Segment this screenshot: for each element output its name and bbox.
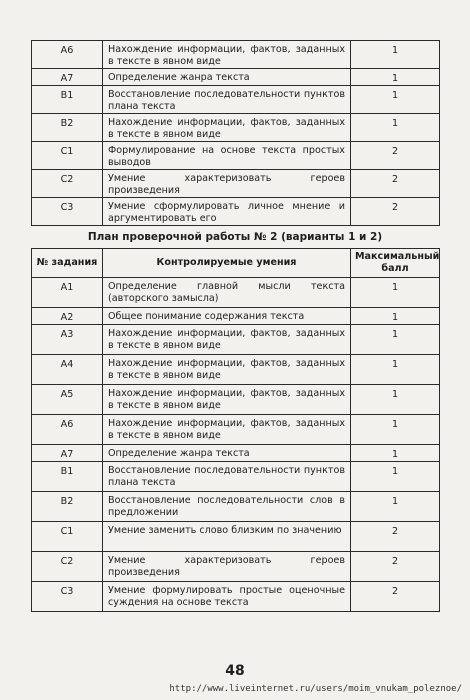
table-row (32, 86, 440, 114)
task-code: А6 (32, 415, 103, 445)
source-url: http://www.liveinternet.ru/users/moim_vnukam_poleznoe/ (169, 684, 462, 694)
max-score: 2 (351, 142, 440, 170)
skill-text: Умение сформулировать личное мнение и аргументировать его (103, 198, 351, 226)
max-score: 1 (351, 415, 440, 445)
skill-text: Умение характеризовать героев произведения (103, 170, 351, 198)
table-row (32, 492, 440, 522)
skill-text: Нахождение информации, фактов, заданных в тексте в явном виде (103, 41, 351, 69)
skill-text: Нахождение информации, фактов, заданных в тексте в явном виде (103, 415, 351, 445)
skill-text: Умение формулировать простые оценочные суждения на основе текста (103, 582, 351, 612)
table-row (32, 198, 440, 226)
max-score: 2 (351, 198, 440, 226)
header-task-number: № задания (32, 249, 103, 278)
plan-title: План проверочной работы № 2 (варианты 1 и 2) (87, 231, 383, 243)
table-row (32, 385, 440, 415)
skill-text: Определение жанра текста (103, 445, 351, 462)
task-code: С3 (32, 198, 103, 226)
max-score: 1 (351, 445, 440, 462)
table-row (32, 462, 440, 492)
max-score: 1 (351, 462, 440, 492)
task-code: В2 (32, 114, 103, 142)
max-score: 1 (351, 325, 440, 355)
table-row (32, 552, 440, 582)
max-score: 1 (351, 86, 440, 114)
task-code: А1 (32, 278, 103, 308)
skill-text: Восстановление последовательности слов в предложении (103, 492, 351, 522)
task-code: В1 (32, 86, 103, 114)
max-score: 1 (351, 41, 440, 69)
max-score: 2 (351, 552, 440, 582)
table-row (32, 415, 440, 445)
skill-text: Нахождение информации, фактов, заданных в тексте в явном виде (103, 385, 351, 415)
table-row (32, 170, 440, 198)
max-score: 1 (351, 355, 440, 385)
max-score: 1 (351, 385, 440, 415)
skill-text: Нахождение информации, фактов, заданных в тексте в явном виде (103, 355, 351, 385)
task-code: А5 (32, 385, 103, 415)
skill-text: Определение главной мысли текста (авторского замысла) (103, 278, 351, 308)
skill-text: Нахождение информации, фактов, заданных в тексте в явном виде (103, 325, 351, 355)
max-score: 1 (351, 308, 440, 325)
skill-text: Определение жанра текста (103, 69, 351, 86)
max-score: 1 (351, 114, 440, 142)
table-row (32, 69, 440, 86)
skills-table-previous (31, 40, 440, 226)
table-row (32, 278, 440, 308)
skill-text: Восстановление последовательности пунктов плана текста (103, 462, 351, 492)
skill-text: Формулирование на основе текста простых выводов (103, 142, 351, 170)
max-score: 1 (351, 69, 440, 86)
task-code: С1 (32, 522, 103, 552)
page-number: 48 (225, 663, 245, 679)
task-code: А3 (32, 325, 103, 355)
max-score: 1 (351, 278, 440, 308)
task-code: А6 (32, 41, 103, 69)
task-code: А4 (32, 355, 103, 385)
table-row (32, 445, 440, 462)
header-skills: Контролируемые умения (103, 249, 351, 278)
task-code: С2 (32, 552, 103, 582)
table-row (32, 582, 440, 612)
skills-table-work-2 (31, 248, 440, 612)
header-max-score: Максимальный балл (351, 249, 440, 278)
table-row (32, 142, 440, 170)
task-code: А2 (32, 308, 103, 325)
skill-text: Восстановление последовательности пунктов плана текста (103, 86, 351, 114)
skill-text: Нахождение информации, фактов, заданных в тексте в явном виде (103, 114, 351, 142)
task-code: С3 (32, 582, 103, 612)
max-score: 1 (351, 492, 440, 522)
task-code: В1 (32, 462, 103, 492)
task-code: В2 (32, 492, 103, 522)
table-row (32, 522, 440, 552)
table-row (32, 41, 440, 69)
task-code: А7 (32, 445, 103, 462)
max-score: 2 (351, 522, 440, 552)
task-code: А7 (32, 69, 103, 86)
table-header-row (32, 249, 440, 278)
task-code: С1 (32, 142, 103, 170)
table-row (32, 355, 440, 385)
table-row (32, 114, 440, 142)
task-code: С2 (32, 170, 103, 198)
skill-text: Общее понимание содержания текста (103, 308, 351, 325)
skill-text: Умение характеризовать героев произведения (103, 552, 351, 582)
table-row (32, 308, 440, 325)
skill-text: Умение заменить слово близким по значению (103, 522, 351, 552)
table-row (32, 325, 440, 355)
max-score: 2 (351, 170, 440, 198)
max-score: 2 (351, 582, 440, 612)
